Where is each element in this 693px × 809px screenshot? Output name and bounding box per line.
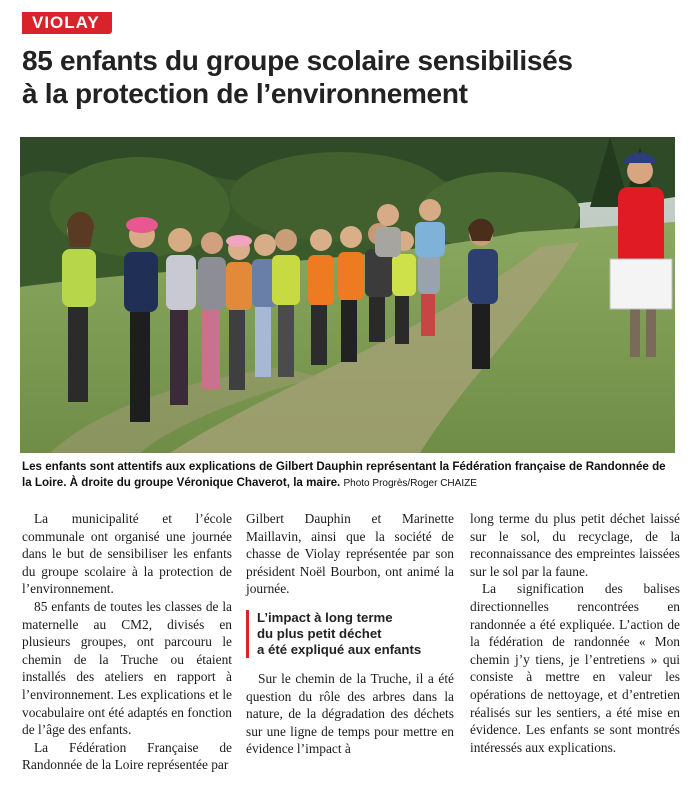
paragraph: Sur le chemin de la Truche, il a été question du rôle des arbres dans la nature, de la dégradation des déchets sur une ligne de temps pour mettre en évidence l’impact à [246, 670, 454, 757]
article-column-1 [22, 510, 232, 774]
paragraph: Gilbert Dauphin et Marinette Maillavin, ainsi que la société de chasse de Violay représentée par son président Noël Bourbon, ont animé la journée. [246, 511, 454, 597]
paragraph: 85 enfants de toutes les classes de la maternelle au CM2, divisés en plusieurs groupes, ont parcouru le chemin de la Truche ou étaient installés des ateliers en rapport à l’environnement. Les explications et le vocabulaire ont été adaptés en fonction de l’âge des enfants. [22, 598, 232, 738]
caption-text: Les enfants sont attentifs aux explications de Gilbert Dauphin représentant la Fédération française de Randonnée de la Loire. À droite du groupe Véronique Chaverot, la maire. [22, 460, 666, 489]
photo-caption [22, 459, 677, 492]
subheading [246, 610, 454, 658]
photo-credit: Photo Progrès/Roger CHAIZE [343, 478, 477, 489]
paragraph: long terme du plus petit déchet laissé sur le sol, du recyclage, de la reconnaissance des empreintes laissées sur le sol par la faune. [470, 511, 680, 579]
subheading-line-2: du plus petit déchet [257, 625, 382, 641]
headline-line-1: 85 enfants du groupe scolaire sensibilisés [22, 45, 573, 76]
headline-line-2: à la protection de l’environnement [22, 78, 468, 109]
article-column-3 [470, 510, 680, 756]
subheading-line-3: a été expliqué aux enfants [257, 641, 422, 657]
subheading-line-1: L’impact à long terme [257, 609, 393, 625]
paragraph: La Fédération Française de Randonnée de la Loire représentée par [22, 739, 232, 773]
section-tag: VIOLAY [22, 12, 112, 34]
article-photo [20, 137, 675, 453]
paragraph: La municipalité et l’école communale ont organisé une journée dans le but de sensibiliser les enfants du groupe scolaire à la protection de l’environnement. [22, 511, 232, 597]
article-column-2 [246, 510, 454, 758]
paragraph: La signification des balises directionnelles rencontrées en randonnée a été expliquée. L’action de la fédération de randonnée « Mon chemin j’y tiens, je l’entretiens » qui consiste à mettre en valeur les opérations de nettoyage, et d’entretien réalisés sur les sentiers, a été mise en évidence. Les enfants se sont montrés intéressés aux explications. [470, 581, 680, 755]
headline [22, 44, 682, 110]
